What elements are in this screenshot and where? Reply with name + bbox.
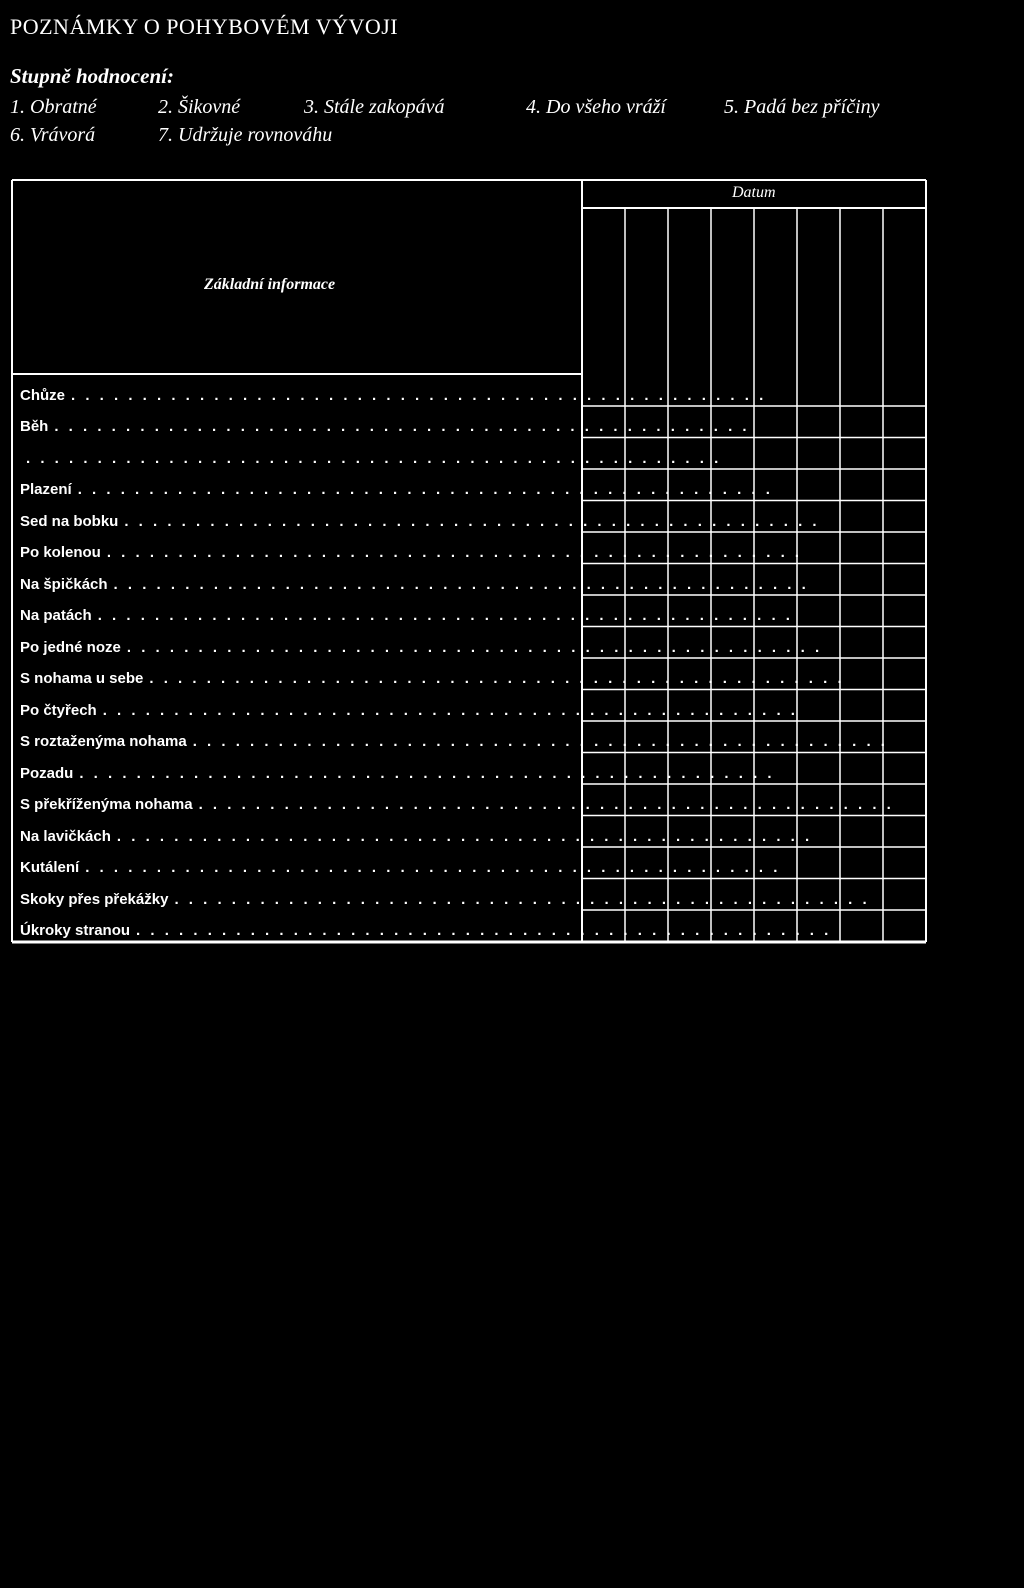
activity-row	[20, 506, 820, 536]
page-title: POZNÁMKY O POHYBOVÉM VÝVOJI	[10, 14, 399, 39]
activity-label: Po jedné noze	[20, 638, 121, 656]
dot-leader: . . . . . . . . . . . . . . . . . . . . . . . . . . . . . . . . . . . . . . . . . . . . . . . . .	[192, 733, 888, 750]
dot-leader: . . . . . . . . . . . . . . . . . . . . . . . . . . . . . . . . . . . . . . . . . . . . . . . . .	[116, 827, 813, 845]
activity-row	[20, 695, 798, 725]
activity-label: Úkroky stranou	[20, 922, 131, 939]
activity-label: Na lavičkách	[20, 827, 111, 845]
activity-label: S překříženýma nohama	[20, 796, 193, 813]
activity-label: Sed na bobku	[20, 512, 119, 530]
rating-item-5: 5. Padá bez příčiny	[724, 96, 880, 118]
assessment-table	[10, 178, 930, 958]
activity-label: Kutálení	[20, 859, 80, 876]
activity-label: S nohama u sebe	[20, 670, 144, 687]
dot-leader: . . . . . . . . . . . . . . . . . . . . . . . . . . . . . . . . . . . . . . . . . . . . . . . . .	[149, 670, 845, 687]
activity-row	[20, 758, 775, 788]
activity-label: Po čtyřech	[20, 701, 97, 719]
activity-row	[20, 916, 832, 946]
rating-item-7: 7. Udržuje rovnováhu	[158, 124, 333, 146]
activity-label: Běh	[20, 418, 49, 435]
dot-leader: . . . . . . . . . . . . . . . . . . . . . . . . . . . . . . . . . . . . . . . . . . . . . . . . .	[77, 481, 773, 498]
rating-item-6: 6. Vrávorá	[10, 124, 96, 146]
rating-item-4: 4. Do všeho vráží	[526, 96, 666, 118]
dot-leader: . . . . . . . . . . . . . . . . . . . . . . . . . . . . . . . . . . . . . . . . . . . . . . . . .	[198, 796, 894, 813]
activity-row	[20, 380, 767, 410]
activity-row	[20, 664, 845, 694]
dot-leader: . . . . . . . . . . . . . . . . . . . . . . . . . . . . . . . . . . . . . . . . . . . . . . . . .	[26, 449, 722, 467]
activity-row	[20, 601, 793, 631]
activity-label: Na patách	[20, 607, 92, 624]
activity-label: Po kolenou	[20, 544, 101, 561]
activity-row	[20, 821, 813, 851]
rating-item-3: 3. Stále zakopává	[304, 96, 445, 118]
rating-scale-heading: Stupně hodnocení:	[10, 64, 174, 88]
rating-item-2: 2. Šikovné	[158, 96, 241, 118]
dot-leader: . . . . . . . . . . . . . . . . . . . . . . . . . . . . . . . . . . . . . . . . . . . . . . . . .	[85, 859, 781, 876]
dot-leader: . . . . . . . . . . . . . . . . . . . . . . . . . . . . . . . . . . . . . . . . . . . . . . . . .	[79, 764, 775, 782]
activity-label: Pozadu	[20, 764, 74, 782]
activity-label: S roztaženýma nohama	[20, 733, 187, 750]
activity-label: Skoky přes překážky	[20, 890, 169, 908]
activity-row	[20, 475, 773, 505]
activity-row	[20, 569, 809, 599]
dot-leader: . . . . . . . . . . . . . . . . . . . . . . . . . . . . . . . . . . . . . . . . . . . . . . . . .	[113, 575, 809, 593]
dot-leader: . . . . . . . . . . . . . . . . . . . . . . . . . . . . . . . . . . . . . . . . . . . . . . . . .	[106, 544, 803, 561]
activity-row	[20, 412, 750, 442]
dot-leader: . . . . . . . . . . . . . . . . . . . . . . . . . . . . . . . . . . . . . . . . . . . . . . . . .	[174, 890, 870, 908]
dot-leader: . . . . . . . . . . . . . . . . . . . . . . . . . . . . . . . . . . . . . . . . . . . . . . . . .	[124, 512, 820, 530]
dot-leader: . . . . . . . . . . . . . . . . . . . . . . . . . . . . . . . . . . . . . . . . . . . . . . . . .	[102, 701, 798, 719]
activity-row	[20, 853, 781, 883]
activity-row	[20, 790, 894, 820]
activity-row	[20, 443, 722, 473]
activity-label: Plazení	[20, 481, 72, 498]
rating-item-1: 1. Obratné	[10, 96, 97, 118]
basic-info-heading: Základní informace	[204, 276, 336, 293]
activity-row	[20, 727, 888, 757]
activity-label: Chůze	[20, 386, 65, 404]
dot-leader: . . . . . . . . . . . . . . . . . . . . . . . . . . . . . . . . . . . . . . . . . . . . . . . . .	[97, 607, 793, 624]
activity-label: Na špičkách	[20, 575, 108, 593]
dot-leader: . . . . . . . . . . . . . . . . . . . . . . . . . . . . . . . . . . . . . . . . . . . . . . . . .	[54, 418, 750, 435]
activity-row	[20, 538, 803, 568]
dot-leader: . . . . . . . . . . . . . . . . . . . . . . . . . . . . . . . . . . . . . . . . . . . . . . . . .	[126, 638, 823, 656]
activity-row	[20, 632, 823, 662]
activity-row	[20, 884, 870, 914]
dot-leader: . . . . . . . . . . . . . . . . . . . . . . . . . . . . . . . . . . . . . . . . . . . . . . . . .	[136, 922, 832, 939]
date-heading: Datum	[732, 184, 776, 201]
dot-leader: . . . . . . . . . . . . . . . . . . . . . . . . . . . . . . . . . . . . . . . . . . . . . . . . .	[71, 386, 767, 404]
